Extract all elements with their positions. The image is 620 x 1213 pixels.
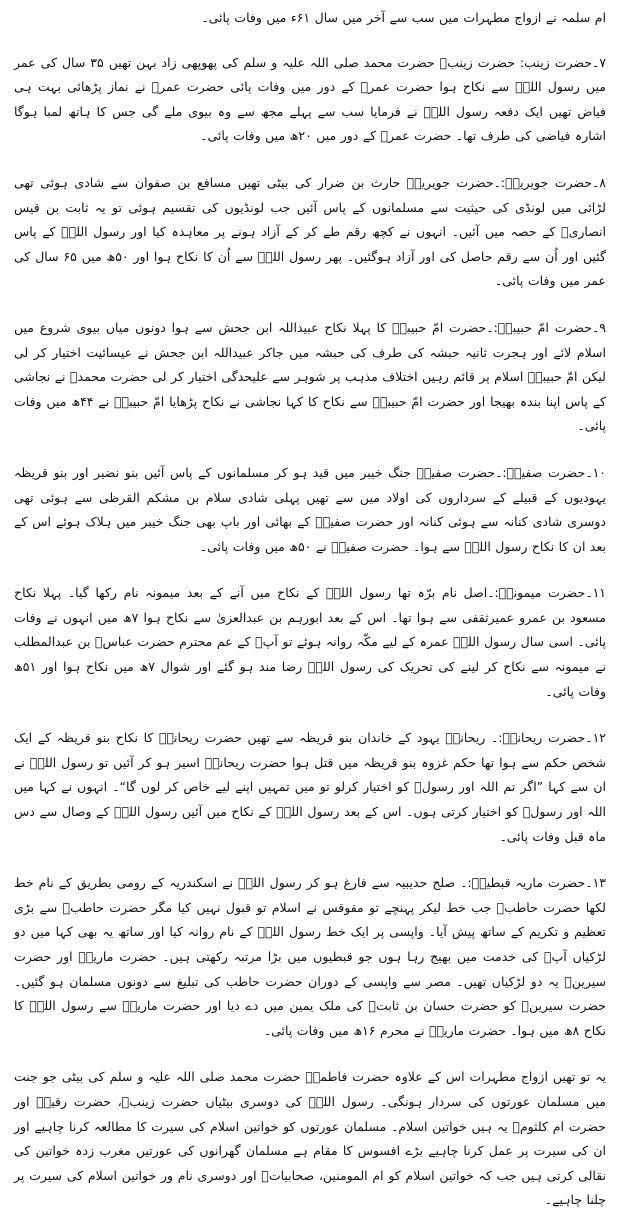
paragraph-zainab: ۷۔حضرت زینب: حضرت زینبؓ حضرت محمد صلی اللہ علیہ و سلم کی پھوپھی زاد بہن تھیں ۳۵ سال کی عمر میں رسول اللہؐ سے نکاح ہوا حضرت عمرؓ کے دور میں وفات پائی حضرت عمرؓ نے نماز پڑھائی بہت ہی فیاض تھیں ایک دفعہ رسول اللہؐ نے فرمایا سب سے پہلے مجھ سے وہ بیوی ملے گی جس کا ہاتھ لمبا ہوگا اشارہ فیاضی کی طرف تھا۔ حضرت عمرؓ کے دور میں ۲۰ھ میں وفات پائی۔ [14, 54, 606, 144]
paragraph-raihana: ۱۲۔حضرت ریحانہؓ:۔ ریحانہؓ یہود کے خاندان بنو قریظہ سے تھیں حضرت ریحانہؓ کا نکاح بنو قریظہ کے ایک شخص حکم سے ہوا تھا حکم غزوہ بنو قریظہ میں قتل ہوا حضرت ریحانہؓ اسیر ہو کر آئیں تو رسول اللہؐ نے ان سے کہا ”اگر تم اللہ اور رسولؐ کو اختیار کرلو تو میں تمہیں اپنے لیے خاص کر لوں گا“۔ انہوں نے کہا میں اللہ اور رسولؐ کو اختیار کرتی ہوں۔ اس کے بعد رسول اللہؐ کے نکاح میں آئیں رسول اللہؐ کے وصال سے دس ماہ قبل وفات پائی۔ [14, 730, 606, 844]
paragraph-umm-salama-closing: ام سلمہ نے ازواج مطہرات میں سب سے آخر میں سال ۶۱ء میں وفات پائی۔ [201, 10, 606, 25]
paragraph-juwairiya: ۸۔حضرت جویریہؓ:۔حضرت جویریہؓ حارث بن ضرار کی بیٹی تھیں مسافع بن صفوان سے شادی ہوئی تھی لڑائی میں لونڈی کی حیثیت سے مسلمانوں کے پاس آئیں جب لونڈیوں کی تقسیم ہوئی تو یہ ثابت بن قیس انصاریؓ کے حصہ میں آئیں۔ انہوں نے کچھ رقم طے کر کے آزاد ہونے پر معاہدہ کیا اور رسول اللہؐ کے پاس گئیں اور اُن سے رقم حاصل کی اور آزاد ہوگئیں۔ پھر رسول اللہؐ سے اُن کا نکاح ہوا اور ۵۰ھ میں ۶۵ سال کی عمر میں وفات پائی۔ [14, 174, 606, 289]
paragraph-safiya: ۱۰۔حضرت صفیہؓ:۔حضرت صفیہؓ جنگ خیبر میں قید ہو کر مسلمانوں کے پاس آئیں بنو نضیر اور بنو قریظہ یہودیوں کے قبیلے کے سرداروں کی اولاد میں سے تھیں پہلی شادی سلام بن مشکم القرظی سے ہوئی تھی دوسری شادی کنانہ سے ہوئی کنانہ اور حضرت صفیہؓ کے بھائی اور باپ بھی جنگ خیبر میں ہلاک ہوئے اس کے بعد ان کا نکاح رسول اللہؐ سے ہوا۔ حضرت صفیہؓ نے ۵۰ھ میں وفات پائی۔ [14, 464, 606, 554]
paragraph-conclusion: یہ تو تھیں ازواج مطہرات اس کے علاوہ حضرت فاطمہؓ حضرت محمد صلی اللہ علیہ و سلم کی بیٹی جو جنت میں مسلمان عورتوں کی سردار ہونگی۔ رسول اللہؐ کی دوسری بیٹیاں حضرت زینبؓ، حضرت رقیہؓ اور حضرت ام کلثومؓ یہ ہیں خواتین اسلام۔ مسلمان عورتوں کو خواتین اسلام کی سیرت کا مطالعہ کرنا چاہیے اور ان کی سیرت پر عمل کرنا چاہیے بڑے افسوس کا مقام ہے مسلمان گھرانوں کی عورتیں مغرب زدہ خواتین کی نقالی کرتی ہیں جب کہ خواتین اسلام کو ام المومنین، صحابیاتؓ اور دوسری نام ور خواتین اسلام کی سیرت پر چلنا چاہیے۔ [14, 1069, 606, 1208]
paragraph-mariya-qibtiya: ۱۳۔حضرت ماریہ قبطیہؓ:۔ صلح حدیبیہ سے فارغ ہو کر رسول اللہؐ نے اسکندریہ کے رومی بطریق کے نام خط لکھا حضرت حاطبؓ جب خط لیکر پہنچے تو مقوقس نے اسلام تو قبول نہیں کیا مگر حضرت حاطبؓ سے بڑی تعظیم و تکریم کے ساتھ پیش آیا۔ واپسی پر ایک خط رسول اللہؐ کے نام روانہ کیا اور ساتھ یہ بھی کہا میں دو لڑکیاں آپؐ کی خدمت میں بھیج رہا ہوں جو قبطیوں میں بڑا مرتبہ رکھتی ہیں۔ حضرت ماریہؓ اور حضرت سیرینؓ یہ دو لڑکیاں تھیں۔ مصر سے واپسی کے دوران حضرت حاطب کی تبلیغ سے دونوں مسلمان ہو گئیں۔ حضرت سیرینؓ کو حضرت حسان بن ثابتؓ کی ملک یمین میں دے دیا اور حضرت ماریہؓ سے رسول اللہؐ کا نکاح ۸ھ میں ہوا۔ حضرت ماریہؓ نے محرم ۱۶ھ میں وفات پائی۔ [14, 875, 606, 1038]
paragraph-maimuna: ۱۱۔حضرت میمونہؓ:۔اصل نام برّہ تھا رسول اللہؐ کے نکاح میں آنے کے بعد میمونہ نام رکھا گیا۔ پہلا نکاح مسعود بن عمرو عمیرثقفی سے ہوا تھا۔ اس کے بعد ابورہم بن عبدالعزیٰ سے نکاح ہوا ۷ھ میں انہوں نے وفات پائی۔ اسی سال رسول اللہؐ عمرہ کے لیے مکّہ روانہ ہوئے تو آپؐ کے عم محترم حضرت عباسؓ بن عبدالمطلب نے میمونہ سے نکاح کر لینے کی تحریک کی رسول اللہؐ رضا مند ہو گئے اور شوال ۷ھ میں نکاح ہوا اور ۵۱ھ وفات پائی۔ [14, 585, 606, 699]
paragraph-umm-habiba: ۹۔حضرت امّ حبیبہؓ:۔حضرت امّ حبیبہؓ کا پہلا نکاح عبیداللہ ابن جحش سے ہوا دونوں میاں بیوی شروع میں اسلام لائے اور ہجرت ثانیہ حبشہ کی طرف کی حبشہ میں جاکر عبیداللہ ابن جحش نے عیسائیت اختیار کر لی لیکن امّ حبیبہؓ اسلام پر قائم رہیں اختلاف مذہب پر شوہر سے علیحدگی اختیار کر لی حضرت محمدؐ نے نجاشی کے پاس اپنا بندہ بھیجا اور حضرت امّ حبیبہؓ سے نکاح کا کہا نجاشی نے نکاح پڑھایا امّ حبیبہؓ نے ۴۴ھ میں وفات پائی۔ [14, 319, 606, 434]
